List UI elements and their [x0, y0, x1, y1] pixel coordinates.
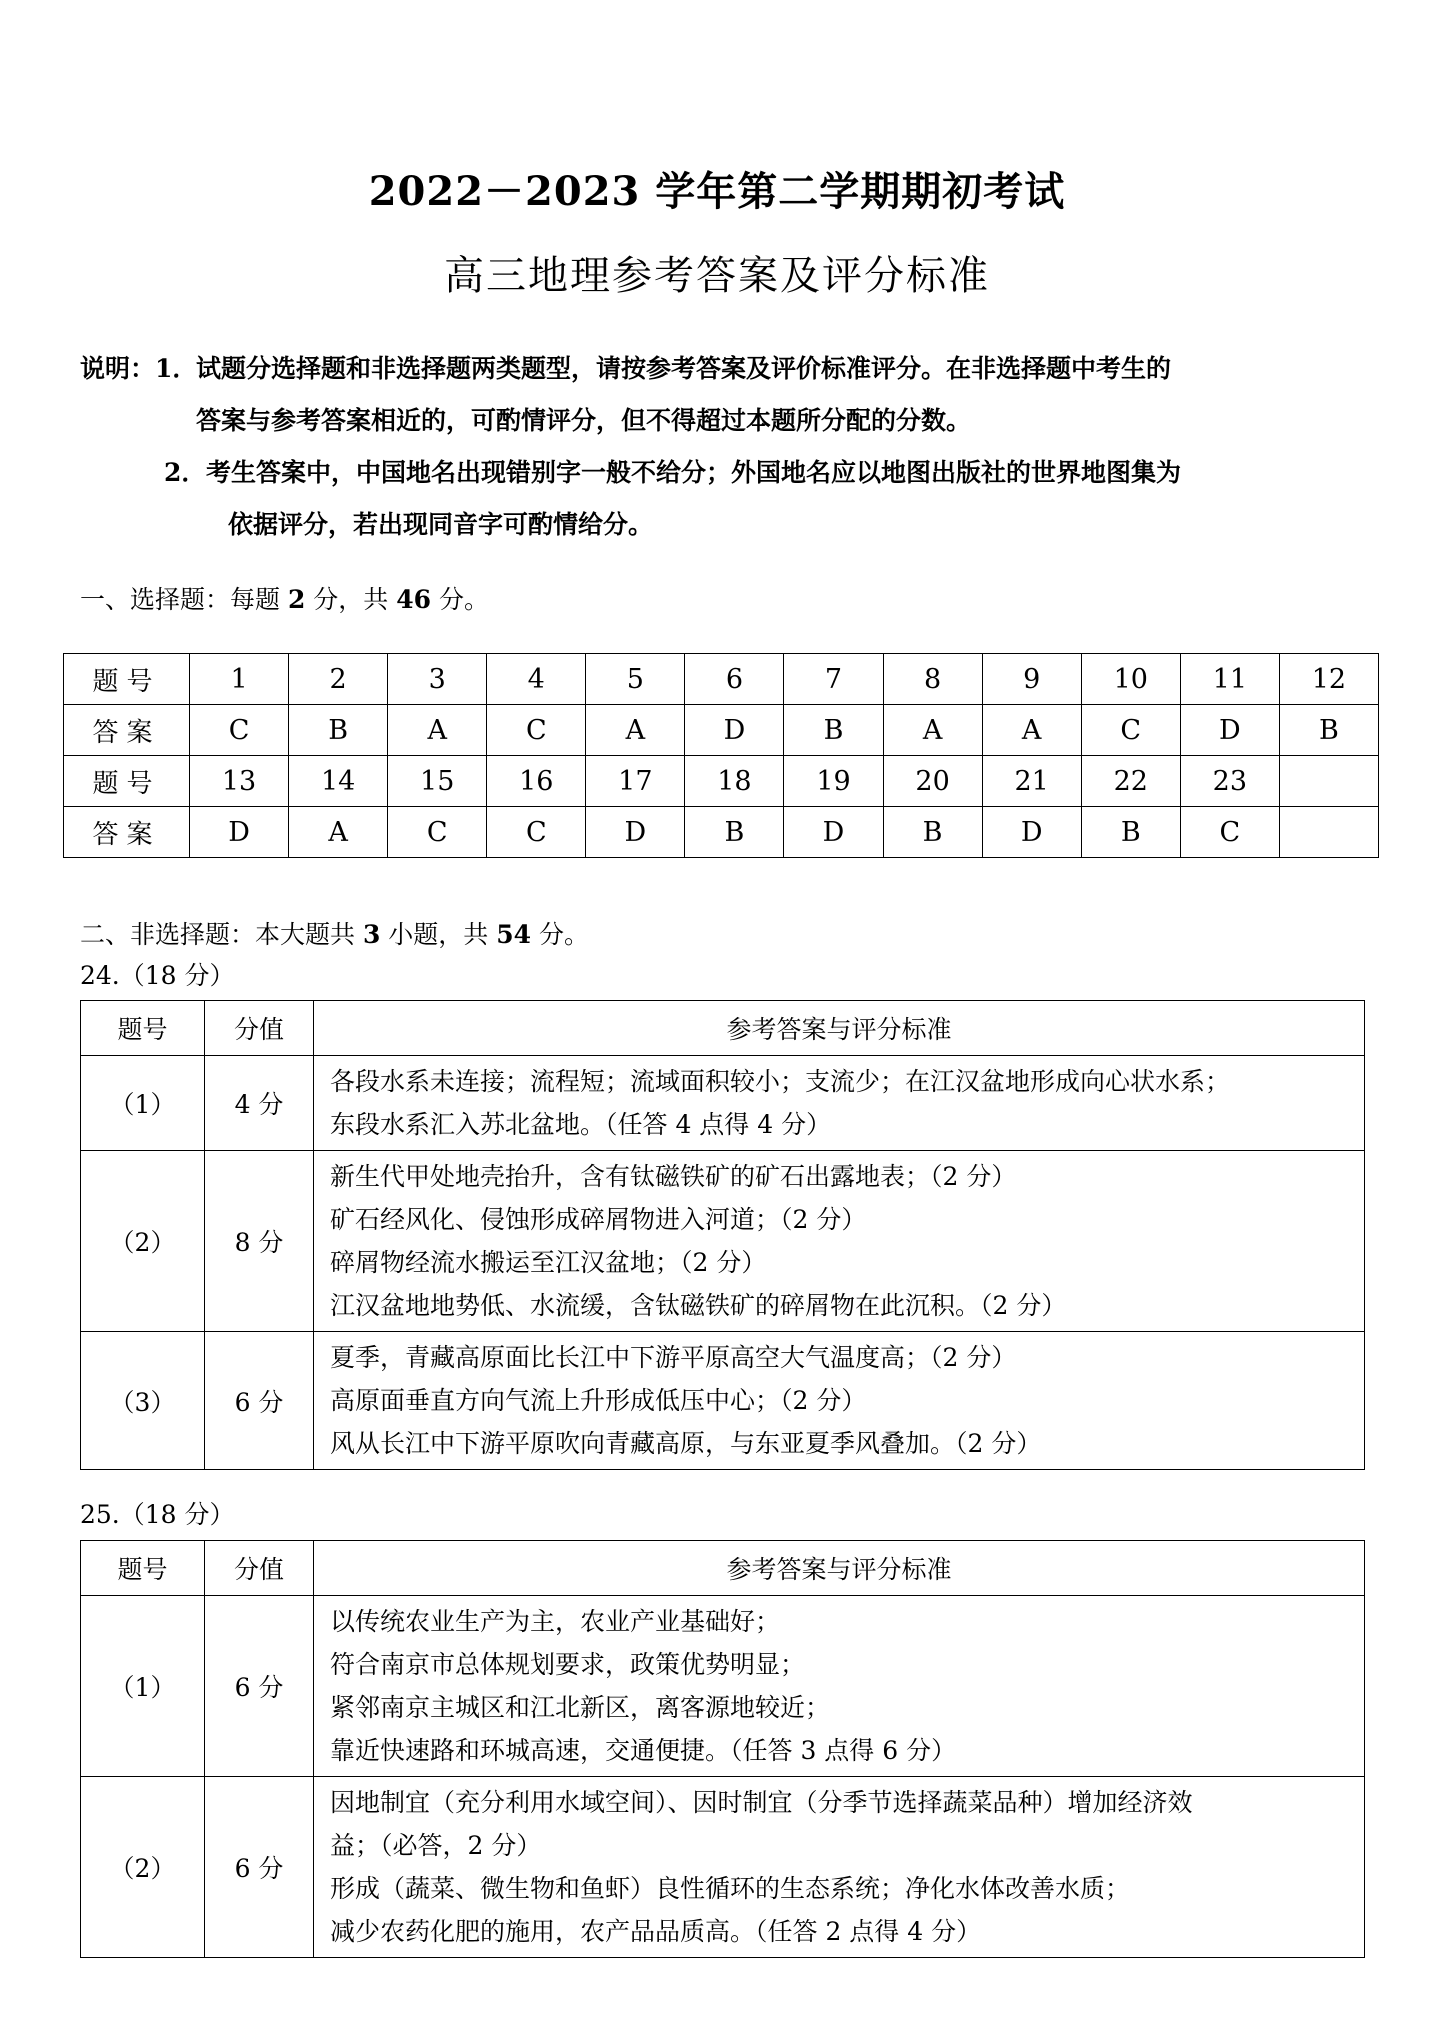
answer-letter: C	[388, 807, 487, 858]
question-number: 10	[1081, 654, 1180, 705]
note-2-text: 考生答案中，中国地名出现错别字一般不给分；外国地名应以地图出版社的世界地图集为	[206, 458, 1182, 487]
answer-letter: D	[1180, 705, 1279, 756]
choice-answer-table	[63, 653, 1379, 858]
question-number: 13	[190, 756, 289, 807]
sub-question-number: （3）	[81, 1332, 205, 1470]
answer-line: 夏季，青藏高原面比长江中下游平原高空大气温度高；（2 分）	[330, 1343, 1017, 1372]
question-number: 7	[784, 654, 883, 705]
answer-line: 风从长江中下游平原吹向青藏高原，与东亚夏季风叠加。（2 分）	[330, 1429, 1042, 1458]
answer-line: 高原面垂直方向气流上升形成低压中心；（2 分）	[330, 1386, 867, 1415]
answer-line: 减少农药化肥的施用，农产品品质高。（任答 2 点得 4 分）	[330, 1917, 982, 1946]
document-title: 2022－2023 学年第二学期期初考试	[368, 168, 1066, 215]
question-number	[1279, 756, 1378, 807]
choice-row-answers-1	[64, 705, 1379, 756]
question-number: 2	[289, 654, 388, 705]
sub-question-points: 6 分	[205, 1332, 314, 1470]
answer-letter: B	[883, 807, 982, 858]
row-label: 答案	[64, 807, 190, 858]
answer-letter: C	[487, 807, 586, 858]
answer-line: 因地制宜（充分利用水域空间）、因时制宜（分季节选择蔬菜品种）增加经济效	[330, 1788, 1193, 1817]
answer-letter: B	[685, 807, 784, 858]
answer-letter: C	[1081, 705, 1180, 756]
answer-letter: D	[982, 807, 1081, 858]
answer-letter: D	[685, 705, 784, 756]
sub-question-number: （2）	[81, 1151, 205, 1332]
table-row	[81, 1056, 1365, 1151]
sub-question-points: 6 分	[205, 1777, 314, 1958]
note-2-number: 2．	[164, 458, 207, 487]
question-number: 17	[586, 756, 685, 807]
sub-question-points: 6 分	[205, 1596, 314, 1777]
answer-line: 江汉盆地地势低、水流缓，含钛磁铁矿的碎屑物在此沉积。（2 分）	[330, 1291, 1067, 1320]
section-2-heading: 二、非选择题：本大题共 3 小题，共 54 分。	[80, 920, 590, 949]
question-number: 15	[388, 756, 487, 807]
answer-letter: B	[289, 705, 388, 756]
header-answer: 参考答案与评分标准	[314, 1541, 1365, 1596]
note-1-line-2: 答案与参考答案相近的，可酌情评分，但不得超过本题所分配的分数。	[196, 406, 972, 435]
answer-line: 各段水系未连接；流程短；流域面积较小；支流少；在江汉盆地形成向心状水系；	[330, 1067, 1231, 1096]
answer-line: 靠近快速路和环城高速，交通便捷。（任答 3 点得 6 分）	[330, 1736, 957, 1765]
answer-letter: B	[1279, 705, 1378, 756]
header-points: 分值	[205, 1001, 314, 1056]
sub-question-number: （2）	[81, 1777, 205, 1958]
answer-letter: A	[982, 705, 1081, 756]
question-number: 16	[487, 756, 586, 807]
sub-question-number: （1）	[81, 1596, 205, 1777]
question-number: 23	[1180, 756, 1279, 807]
question-25-heading: 25.（18 分）	[80, 1500, 235, 1529]
choice-row-numbers-1	[64, 654, 1379, 705]
header-points: 分值	[205, 1541, 314, 1596]
question-number: 11	[1180, 654, 1279, 705]
question-24-heading: 24.（18 分）	[80, 961, 235, 990]
sub-question-points: 4 分	[205, 1056, 314, 1151]
question-number: 1	[190, 654, 289, 705]
choice-row-numbers-2	[64, 756, 1379, 807]
question-number: 5	[586, 654, 685, 705]
answer-letter: B	[1081, 807, 1180, 858]
table-header-row	[81, 1001, 1365, 1056]
answer-line: 新生代甲处地壳抬升，含有钛磁铁矿的矿石出露地表；（2 分）	[330, 1162, 1017, 1191]
question-24-table	[80, 1000, 1365, 1470]
document-subtitle: 高三地理参考答案及评分标准	[444, 253, 990, 299]
answer-letter: A	[586, 705, 685, 756]
table-header-row	[81, 1541, 1365, 1596]
answer-letter: C	[1180, 807, 1279, 858]
note-2-line-2: 依据评分，若出现同音字可酌情给分。	[228, 510, 654, 539]
answer-line: 紧邻南京主城区和江北新区，离客源地较近；	[330, 1693, 831, 1722]
note-1-line-1	[80, 343, 1370, 395]
answer-cell	[314, 1056, 1365, 1151]
table-row	[81, 1332, 1365, 1470]
question-number: 22	[1081, 756, 1180, 807]
header-question-number: 题号	[81, 1541, 205, 1596]
row-label: 题号	[64, 756, 190, 807]
question-number: 14	[289, 756, 388, 807]
answer-letter: D	[784, 807, 883, 858]
answer-line: 符合南京市总体规划要求，政策优势明显；	[330, 1650, 806, 1679]
answer-letter	[1279, 807, 1378, 858]
sub-question-number: （1）	[81, 1056, 205, 1151]
answer-line: 东段水系汇入苏北盆地。（任答 4 点得 4 分）	[330, 1110, 832, 1139]
choice-row-answers-2	[64, 807, 1379, 858]
header-question-number: 题号	[81, 1001, 205, 1056]
answer-cell	[314, 1777, 1365, 1958]
table-row	[81, 1777, 1365, 1958]
sub-question-points: 8 分	[205, 1151, 314, 1332]
answer-letter: D	[586, 807, 685, 858]
answer-line: 碎屑物经流水搬运至江汉盆地；（2 分）	[330, 1248, 767, 1277]
answer-letter: C	[190, 705, 289, 756]
header-answer: 参考答案与评分标准	[314, 1001, 1365, 1056]
question-number: 8	[883, 654, 982, 705]
answer-line: 益；（必答，2 分）	[330, 1831, 542, 1860]
question-number: 21	[982, 756, 1081, 807]
answer-cell	[314, 1151, 1365, 1332]
question-number: 6	[685, 654, 784, 705]
question-number: 3	[388, 654, 487, 705]
answer-line: 以传统农业生产为主，农业产业基础好；	[330, 1607, 781, 1636]
notes-block	[80, 343, 1370, 551]
answer-letter: A	[388, 705, 487, 756]
answer-letter: B	[784, 705, 883, 756]
answer-letter: C	[487, 705, 586, 756]
question-number: 18	[685, 756, 784, 807]
question-number: 20	[883, 756, 982, 807]
question-number: 4	[487, 654, 586, 705]
table-row	[81, 1596, 1365, 1777]
answer-cell	[314, 1332, 1365, 1470]
row-label: 题号	[64, 654, 190, 705]
answer-letter: A	[883, 705, 982, 756]
question-number: 12	[1279, 654, 1378, 705]
note-1-text: 试题分选择题和非选择题两类题型，请按参考答案及评价标准评分。在非选择题中考生的	[196, 354, 1172, 383]
section-1-heading: 一、选择题：每题 2 分，共 46 分。	[80, 585, 490, 614]
table-row	[81, 1151, 1365, 1332]
answer-line: 矿石经风化、侵蚀形成碎屑物进入河道；（2 分）	[330, 1205, 867, 1234]
question-25-table	[80, 1540, 1365, 1958]
answer-cell	[314, 1596, 1365, 1777]
row-label: 答案	[64, 705, 190, 756]
notes-label: 说明：1．	[80, 354, 198, 383]
question-number: 9	[982, 654, 1081, 705]
question-number: 19	[784, 756, 883, 807]
answer-letter: D	[190, 807, 289, 858]
answer-letter: A	[289, 807, 388, 858]
answer-line: 形成（蔬菜、微生物和鱼虾）良性循环的生态系统；净化水体改善水质；	[330, 1874, 1131, 1903]
note-2-line-1	[80, 447, 1370, 499]
